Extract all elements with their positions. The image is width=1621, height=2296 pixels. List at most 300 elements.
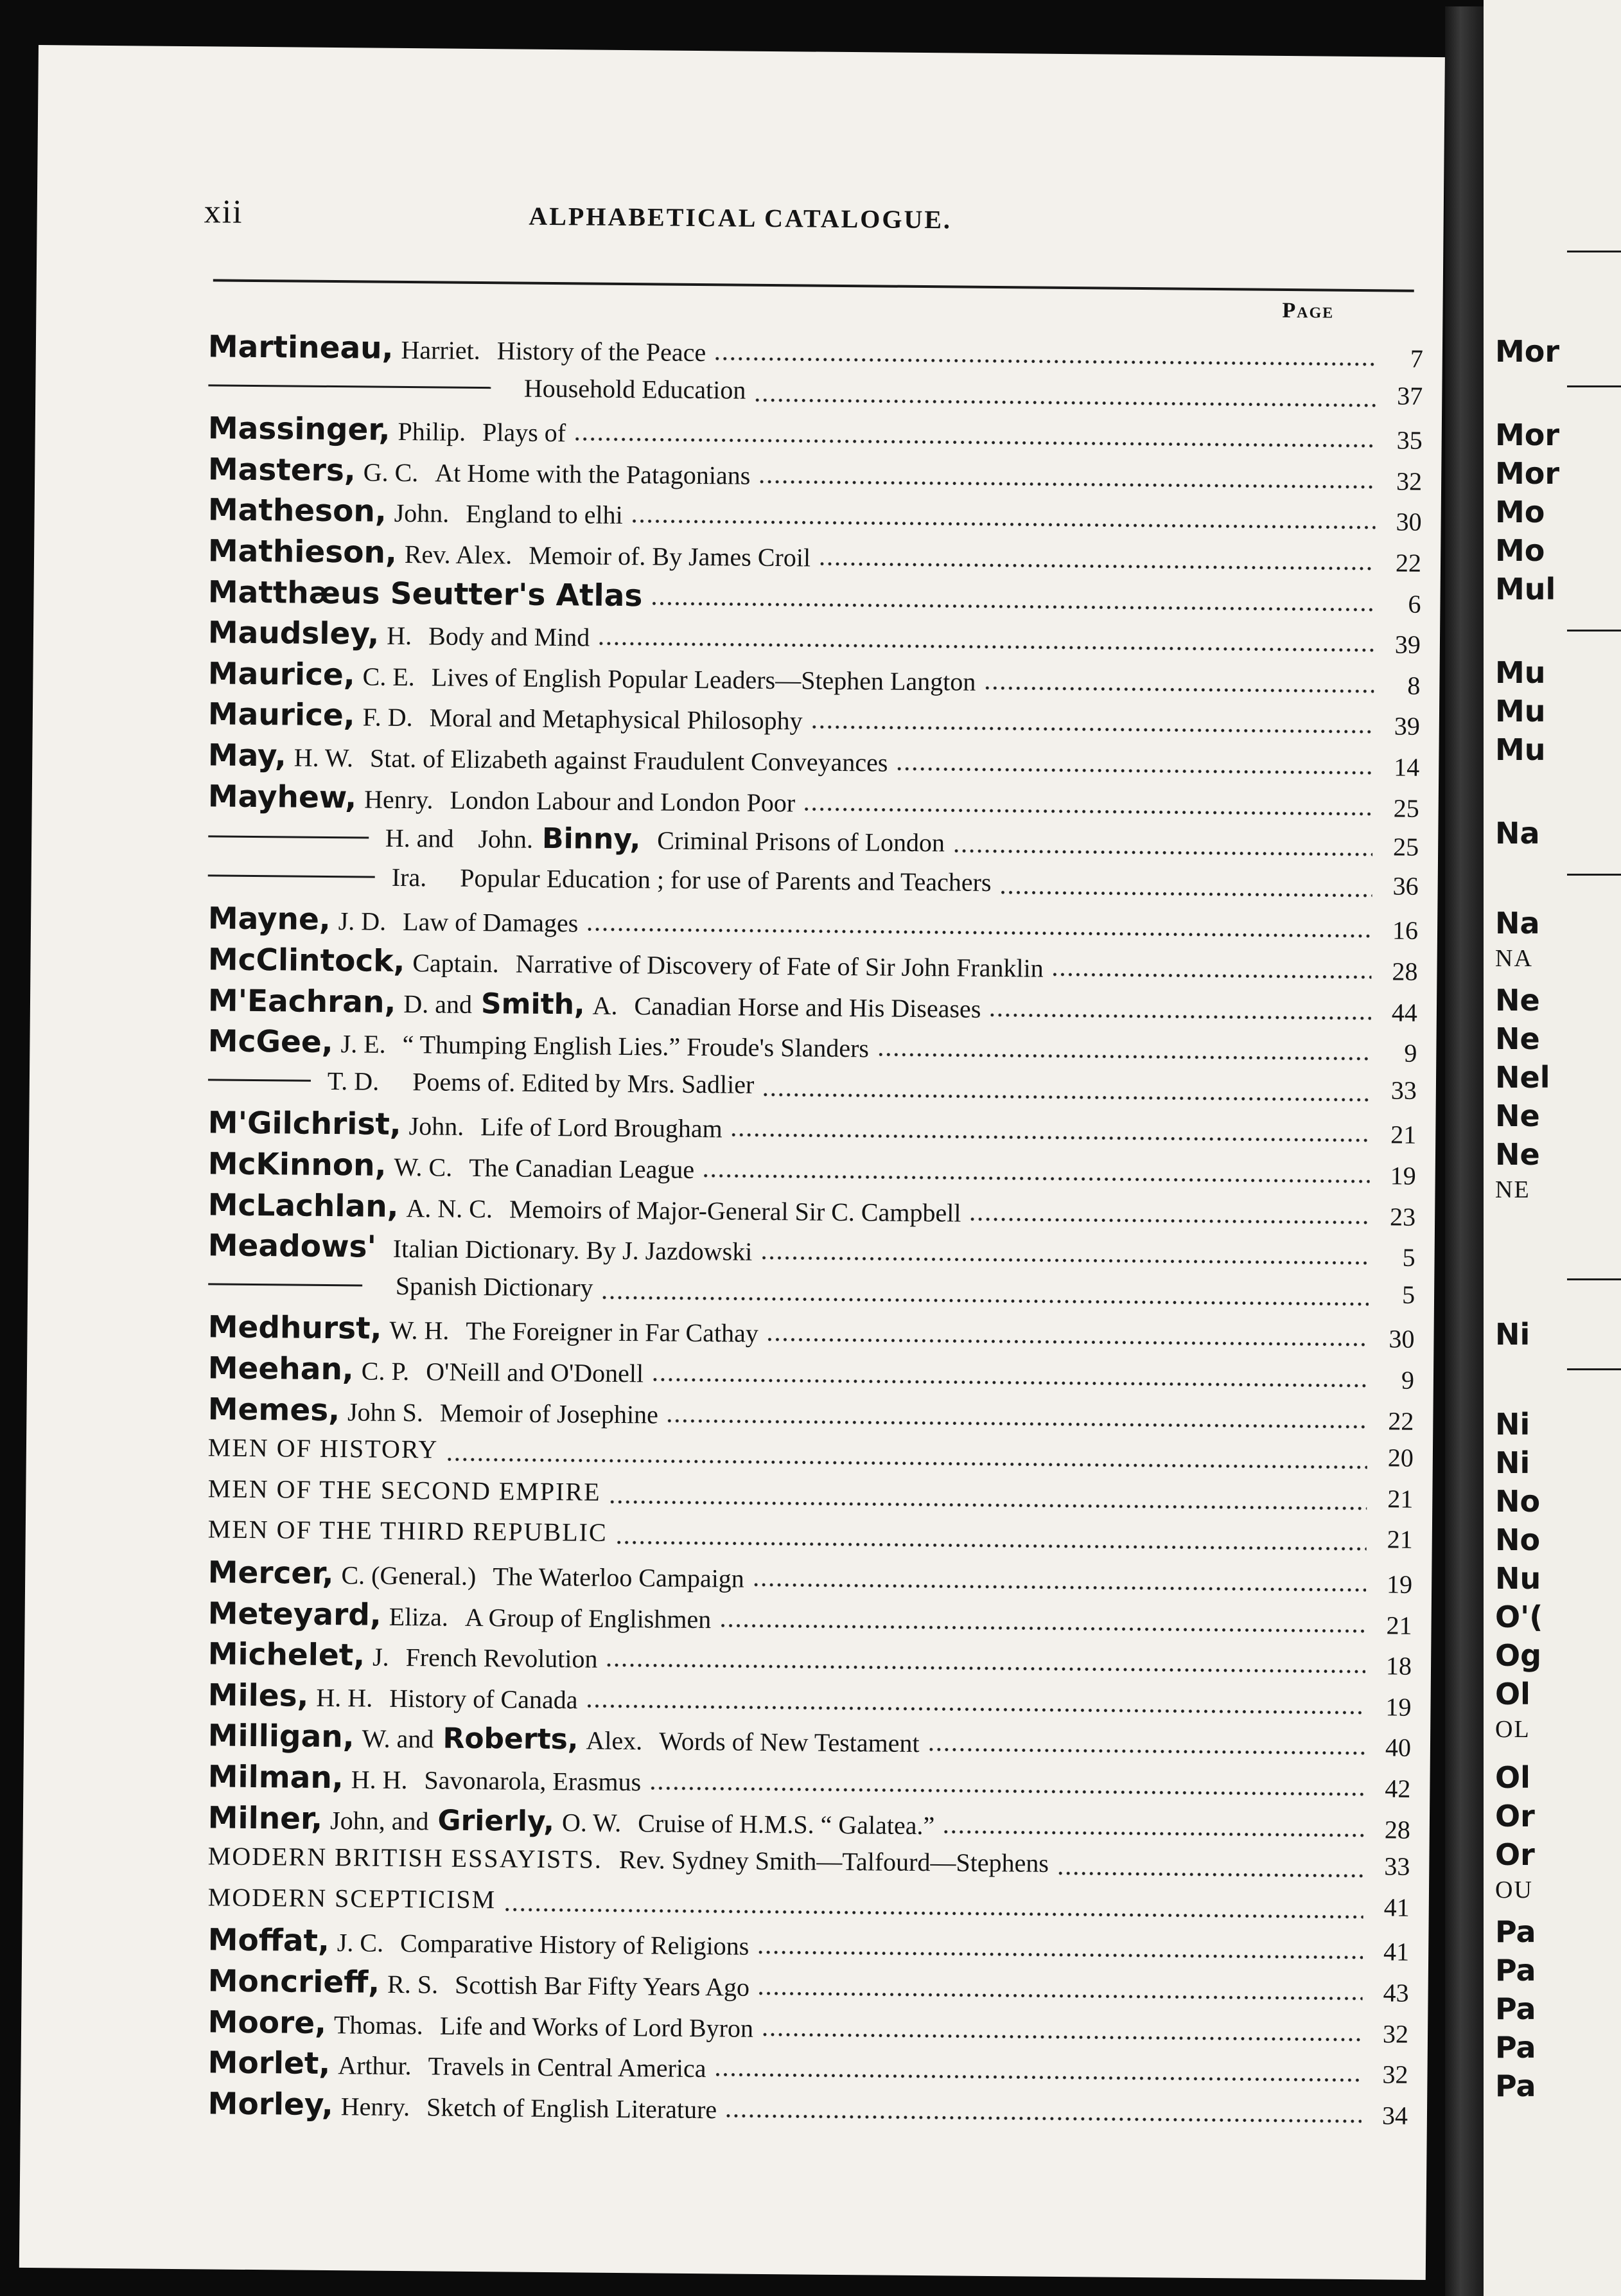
author-surname: May, xyxy=(207,737,286,774)
page-number: 21 xyxy=(1386,1611,1412,1640)
author-surname: Moncrieff, xyxy=(207,1963,380,2000)
dot-leader xyxy=(927,1748,1365,1756)
facing-page-fragment: Ol xyxy=(1495,1677,1530,1711)
author-initials: H. and xyxy=(385,823,454,853)
facing-page-rule xyxy=(1567,1278,1621,1280)
facing-page-fragment: Pa xyxy=(1495,1953,1536,1988)
page-number: 30 xyxy=(1389,1324,1415,1354)
page-number: 14 xyxy=(1394,752,1420,782)
catalogue-entry xyxy=(207,1391,1414,1440)
author-surname: Moore, xyxy=(207,2004,327,2041)
dot-leader xyxy=(968,1217,1369,1224)
author-forename: John S. xyxy=(347,1397,424,1427)
author-forename: Harriet. xyxy=(401,335,480,366)
catalogue-entry xyxy=(208,942,1418,991)
ditto-dash xyxy=(208,384,491,389)
facing-page-fragment: Pa xyxy=(1495,1914,1536,1949)
author-forename: Philip. xyxy=(398,417,466,447)
page-number: 40 xyxy=(1385,1733,1412,1763)
page-number: 9 xyxy=(1401,1365,1415,1395)
catalogue-page xyxy=(19,45,1445,2280)
book-title: Scottish Bar Fifty Years Ago xyxy=(454,1970,750,2002)
dot-leader xyxy=(666,1418,1368,1429)
author-forename: H. H. xyxy=(351,1765,408,1795)
book-title: Comparative History of Religions xyxy=(399,1929,749,1961)
ditto-dash xyxy=(208,1079,311,1081)
catalogue-entry xyxy=(208,452,1423,500)
page-number: 28 xyxy=(1384,1814,1411,1844)
page-number: 7 xyxy=(1410,344,1424,373)
facing-page-fragment: Mor xyxy=(1495,418,1560,452)
catalogue-entry xyxy=(207,1596,1412,1645)
book-title: Popular Education ; for use of Parents and Teachers xyxy=(460,863,992,897)
facing-page-rule xyxy=(1567,385,1621,387)
catalogue-entry xyxy=(208,820,1419,869)
page-number: 28 xyxy=(1392,957,1418,986)
author-forename: C. E. xyxy=(362,662,415,691)
page-number: 8 xyxy=(1407,671,1421,700)
author-surname: Maurice, xyxy=(207,696,355,734)
catalogue-entry xyxy=(207,1433,1414,1481)
facing-page xyxy=(1484,0,1621,2296)
catalogue-entry xyxy=(208,1228,1415,1277)
author-surname: Maudsley, xyxy=(207,615,380,652)
author-forename: A. N. C. xyxy=(406,1193,493,1223)
page-number: 32 xyxy=(1382,2018,1409,2049)
book-title: Criminal Prisons of London xyxy=(657,826,945,858)
book-title: Life of Lord Brougham xyxy=(480,1112,723,1144)
author-forename: R. S. xyxy=(387,1969,439,1999)
page-number: 42 xyxy=(1385,1774,1411,1803)
facing-page-fragment: Ne xyxy=(1495,1137,1540,1172)
author-surname: Masters, xyxy=(207,452,356,489)
page-number: 16 xyxy=(1392,915,1419,946)
page-number: 33 xyxy=(1384,1851,1410,1881)
dot-leader xyxy=(574,437,1376,448)
page-number: 5 xyxy=(1401,1280,1415,1309)
author-surname: Memes, xyxy=(207,1391,340,1428)
catalogue-entry xyxy=(207,2086,1408,2135)
book-title: Words of New Testament xyxy=(659,1726,920,1758)
book-title: Life and Works of Lord Byron xyxy=(439,2011,754,2043)
facing-page-fragment: Mu xyxy=(1495,655,1546,690)
author-forename: John, and xyxy=(329,1805,429,1835)
dot-leader xyxy=(1051,973,1372,979)
dot-leader xyxy=(615,1541,1367,1551)
dot-leader xyxy=(714,357,1377,366)
author-forename: Henry. xyxy=(340,2092,410,2121)
book-title: London Labour and London Poor xyxy=(450,785,796,817)
dot-leader xyxy=(600,1296,1369,1306)
catalogue-entry xyxy=(208,533,1422,582)
catalogue-entry xyxy=(208,1350,1415,1399)
dot-leader xyxy=(988,1013,1371,1020)
facing-page-fragment: Ne xyxy=(1495,1021,1540,1056)
coauthor-surname: Grierly, xyxy=(437,1804,555,1838)
book-title: Moral and Metaphysical Philosophy xyxy=(429,703,803,736)
page-number: 23 xyxy=(1389,1202,1416,1232)
series-title: MEN OF HISTORY xyxy=(207,1433,439,1464)
dot-leader xyxy=(752,1583,1366,1592)
page-number: 32 xyxy=(1382,2060,1408,2089)
book-gutter xyxy=(1445,6,1484,2296)
page-number: 39 xyxy=(1394,630,1421,660)
dot-leader xyxy=(724,2114,1362,2123)
page-number: 41 xyxy=(1383,1893,1410,1922)
page-number: 21 xyxy=(1387,1524,1413,1555)
coauthor-surname: Smith, xyxy=(480,987,585,1021)
catalogue-entry xyxy=(207,1514,1412,1563)
facing-page-rule xyxy=(1567,1368,1621,1370)
catalogue-entry xyxy=(208,411,1423,460)
catalogue-entry xyxy=(208,370,1423,419)
catalogue-entry xyxy=(207,2045,1408,2094)
book-title: Canadian Horse and His Diseases xyxy=(634,991,981,1023)
author-forename: J. C. xyxy=(337,1928,384,1958)
coauthor-forename: O. W. xyxy=(561,1807,622,1837)
book-title: Law of Damages xyxy=(402,907,579,938)
author-forename: H. xyxy=(387,621,412,651)
facing-page-fragment: Mor xyxy=(1495,456,1560,491)
facing-page-rule xyxy=(1567,874,1621,876)
book-title: Body and Mind xyxy=(428,621,590,652)
author-forename: H. W. xyxy=(294,743,354,773)
book-title: History of Canada xyxy=(389,1683,578,1715)
facing-page-fragment: NA xyxy=(1495,945,1533,972)
author-surname: Mercer, xyxy=(207,1555,334,1592)
dot-leader xyxy=(999,890,1372,897)
page-number: 5 xyxy=(1402,1242,1415,1272)
catalogue-entry xyxy=(208,1024,1417,1073)
book-title: Sketch of English Literature xyxy=(426,2092,717,2124)
author-forename: J. xyxy=(372,1642,389,1672)
catalogue-entry xyxy=(208,779,1419,827)
book-title: Travels in Central America xyxy=(428,2051,706,2083)
author-initials: T. D. xyxy=(327,1066,380,1096)
book-title: Plays of xyxy=(482,418,566,448)
author-forename: J. D. xyxy=(338,906,387,937)
page-number: 21 xyxy=(1390,1120,1417,1150)
author-surname: Matthæus Seutter's Atlas xyxy=(207,574,643,614)
author-surname: Meadows' xyxy=(207,1228,377,1265)
page-number: 25 xyxy=(1392,832,1419,861)
ditto-dash xyxy=(208,874,375,878)
facing-page-fragment: Mu xyxy=(1495,732,1546,767)
dot-leader xyxy=(585,1704,1365,1715)
author-forename: W. C. xyxy=(394,1152,453,1182)
author-surname: Michelet, xyxy=(207,1636,365,1673)
dot-leader xyxy=(597,642,1374,653)
series-title: MODERN SCEPTICISM xyxy=(207,1882,496,1914)
catalogue-entry xyxy=(207,2004,1408,2053)
catalogue-entry xyxy=(208,1146,1416,1195)
book-title: The Canadian League xyxy=(469,1152,695,1184)
author-forename: Arthur. xyxy=(338,2051,412,2081)
catalogue-entry xyxy=(208,615,1421,664)
page-number: 22 xyxy=(1395,548,1422,578)
coauthor-forename: Alex. xyxy=(586,1726,643,1756)
catalogue-entry xyxy=(207,1923,1409,1972)
page-number: 35 xyxy=(1396,425,1423,455)
author-surname: M'Gilchrist, xyxy=(207,1105,401,1143)
dot-leader xyxy=(651,1377,1368,1388)
page-number: 30 xyxy=(1396,507,1422,537)
book-title: Rev. Sydney Smith—Talfourd—Stephens xyxy=(618,1845,1049,1878)
page-number: 18 xyxy=(1385,1651,1412,1681)
author-surname: Mathieson, xyxy=(207,533,398,570)
dot-leader xyxy=(766,1338,1369,1347)
catalogue-entry xyxy=(207,1677,1411,1726)
facing-page-fragment: Pa xyxy=(1495,2069,1536,2103)
page-number: 20 xyxy=(1387,1443,1414,1472)
facing-page-fragment: OU xyxy=(1495,1877,1533,1903)
author-forename: John. xyxy=(394,499,450,528)
dot-leader xyxy=(608,1500,1367,1510)
author-forename: F. D. xyxy=(362,702,413,732)
book-title: A Group of Englishmen xyxy=(464,1602,712,1634)
dot-leader xyxy=(760,1256,1369,1265)
catalogue-entry xyxy=(207,1637,1412,1686)
facing-page-fragment: Nel xyxy=(1495,1060,1550,1095)
author-forename: C. P. xyxy=(361,1356,410,1386)
author-surname: McLachlan, xyxy=(207,1187,399,1224)
catalogue-entry xyxy=(208,860,1419,909)
facing-page-fragment: Pa xyxy=(1495,2030,1536,2065)
author-surname: Martineau, xyxy=(207,329,394,366)
dot-leader xyxy=(818,562,1375,571)
dot-leader xyxy=(758,480,1376,489)
header-rule xyxy=(213,279,1414,292)
author-surname: Mayhew, xyxy=(207,778,357,815)
page-folio: xii xyxy=(204,193,243,231)
coauthor-forename: A. xyxy=(592,991,618,1020)
author-forename: H. H. xyxy=(316,1682,373,1713)
author-surname: Mayne, xyxy=(207,901,331,938)
dot-leader xyxy=(895,767,1373,775)
series-title: MODERN BRITISH ESSAYISTS. xyxy=(207,1841,603,1874)
dot-leader xyxy=(810,725,1374,734)
catalogue-entry xyxy=(208,656,1421,705)
dot-leader xyxy=(983,686,1374,693)
page-number: 39 xyxy=(1394,711,1421,741)
catalogue-entry xyxy=(208,493,1422,542)
facing-page-fragment: Ne xyxy=(1495,983,1540,1018)
book-title: Memoirs of Major-General Sir C. Campbell xyxy=(509,1194,961,1228)
author-forename: Thomas. xyxy=(333,2009,424,2040)
facing-page-fragment: Or xyxy=(1495,1799,1535,1833)
author-surname: Meteyard, xyxy=(207,1595,382,1633)
catalogue-entry xyxy=(208,697,1420,746)
facing-page-fragment: Og xyxy=(1495,1638,1542,1673)
catalogue-entry xyxy=(208,1269,1415,1318)
facing-page-rule xyxy=(1567,251,1621,252)
book-title: “ Thumping English Lies.” Froude's Slanders xyxy=(402,1030,870,1063)
dot-leader xyxy=(753,398,1376,407)
page-column-label: Page xyxy=(1282,298,1335,323)
facing-page-fragment: NE xyxy=(1495,1176,1530,1203)
book-title: History of the Peace xyxy=(496,336,706,367)
facing-page-fragment: Or xyxy=(1495,1837,1535,1872)
author-surname: McClintock, xyxy=(207,942,405,980)
book-title: O'Neill and O'Donell xyxy=(426,1357,644,1388)
dot-leader xyxy=(650,601,1374,612)
facing-page-fragment: Na xyxy=(1495,816,1540,851)
author-forename: Eliza. xyxy=(389,1602,449,1632)
page-number: 9 xyxy=(1404,1038,1417,1068)
page-number: 37 xyxy=(1397,381,1423,411)
facing-page-fragment: Mo xyxy=(1495,495,1545,529)
ditto-dash xyxy=(208,1283,362,1286)
dot-leader xyxy=(714,2072,1362,2082)
author-surname: McKinnon, xyxy=(207,1146,387,1183)
catalogue-entry xyxy=(207,1841,1410,1890)
dot-leader xyxy=(757,1991,1363,2000)
book-title: At Home with the Patagonians xyxy=(435,458,751,490)
page-number: 36 xyxy=(1392,871,1419,901)
page-number: 33 xyxy=(1390,1075,1417,1105)
author-forename: Rev. Alex. xyxy=(404,540,513,570)
author-surname: Medhurst, xyxy=(207,1309,382,1347)
dot-leader xyxy=(952,849,1372,857)
author-surname: McGee, xyxy=(207,1023,333,1061)
dot-leader xyxy=(757,1950,1363,1959)
page-number: 21 xyxy=(1387,1484,1414,1514)
author-surname: Morlet, xyxy=(207,2045,331,2082)
catalogue-entry xyxy=(207,1963,1408,2012)
page-number: 19 xyxy=(1390,1161,1416,1190)
author-initials: Ira. xyxy=(391,862,427,892)
author-surname: Milner, xyxy=(207,1800,323,1837)
page-number: 32 xyxy=(1396,466,1423,496)
author-surname: Morley, xyxy=(207,2086,333,2123)
facing-page-fragment: Ol xyxy=(1495,1760,1530,1795)
author-surname: M'Eachran, xyxy=(207,982,396,1020)
dot-leader xyxy=(446,1458,1367,1470)
catalogue-entry xyxy=(208,1064,1417,1113)
page-number: 34 xyxy=(1381,2101,1408,2130)
book-title: Memoir of. By James Croil xyxy=(529,540,811,572)
catalogue-entry xyxy=(207,1473,1413,1522)
catalogue-entry xyxy=(208,574,1421,623)
author-surname: Milligan, xyxy=(207,1718,355,1755)
series-title: MEN OF THE SECOND EMPIRE xyxy=(207,1474,601,1506)
facing-page-fragment: No xyxy=(1495,1484,1541,1519)
facing-page-fragment: Ni xyxy=(1495,1445,1530,1480)
series-title: MEN OF THE THIRD REPUBLIC xyxy=(207,1514,608,1548)
book-title: Memoir of Josephine xyxy=(439,1398,659,1429)
catalogue-entry xyxy=(208,1187,1416,1236)
dot-leader xyxy=(719,1623,1365,1633)
dot-leader xyxy=(605,1663,1365,1673)
catalogue-entry xyxy=(207,1882,1410,1930)
book-title: Lives of English Popular Leaders—Stephen Langton xyxy=(431,662,976,696)
facing-page-fragment: Ne xyxy=(1495,1099,1540,1133)
dot-leader xyxy=(877,1053,1371,1061)
book-title: French Revolution xyxy=(405,1643,598,1673)
dot-leader xyxy=(803,807,1373,816)
catalogue-entry xyxy=(207,1555,1412,1603)
author-surname: Massinger, xyxy=(207,411,390,448)
book-title: The Waterloo Campaign xyxy=(493,1562,745,1593)
book-title: England to elhi xyxy=(466,499,623,530)
facing-page-fragment: O'( xyxy=(1495,1600,1543,1634)
book-title: Spanish Dictionary xyxy=(395,1271,593,1302)
dot-leader xyxy=(586,928,1372,939)
dot-leader xyxy=(631,519,1376,529)
facing-page-fragment: Nu xyxy=(1495,1561,1541,1596)
author-forename: Captain. xyxy=(412,948,499,978)
dot-leader xyxy=(504,1907,1363,1919)
ditto-dash xyxy=(208,836,369,839)
catalogue-entry xyxy=(207,1759,1410,1808)
page-number: 41 xyxy=(1383,1937,1410,1967)
book-title: Italian Dictionary. By J. Jazdowski xyxy=(392,1234,753,1266)
author-forename: D. and xyxy=(403,989,473,1019)
dot-leader xyxy=(649,1786,1364,1796)
coauthor-surname: Binny, xyxy=(541,822,641,856)
page-number: 6 xyxy=(1408,589,1421,619)
author-forename: Henry. xyxy=(364,784,434,814)
facing-page-fragment: No xyxy=(1495,1523,1541,1557)
book-title: Household Education xyxy=(523,373,746,405)
author-surname: Miles, xyxy=(207,1677,309,1714)
facing-page-fragment: Mul xyxy=(1495,572,1556,606)
page-number: 22 xyxy=(1388,1406,1414,1436)
page-number: 44 xyxy=(1391,998,1418,1027)
facing-page-fragment: Pa xyxy=(1495,1991,1536,2026)
catalogue-entry xyxy=(208,329,1423,378)
catalogue-entry xyxy=(208,983,1418,1032)
facing-page-fragment: Na xyxy=(1495,906,1540,940)
dot-leader xyxy=(762,1093,1371,1102)
page-number: 43 xyxy=(1383,1978,1409,2008)
catalogue-entry xyxy=(208,1106,1417,1154)
facing-page-fragment: Ni xyxy=(1495,1317,1530,1352)
facing-page-fragment: Mor xyxy=(1495,334,1560,369)
author-surname: Meehan, xyxy=(207,1350,355,1388)
book-title: Savonarola, Erasmus xyxy=(424,1765,642,1797)
author-surname: Milman, xyxy=(207,1759,344,1796)
author-forename: John. xyxy=(408,1111,464,1142)
facing-page-fragment: Mu xyxy=(1495,694,1546,729)
author-surname: Matheson, xyxy=(207,492,387,530)
page-number: 25 xyxy=(1393,793,1419,823)
page-number: 19 xyxy=(1385,1692,1412,1722)
dot-leader xyxy=(942,1830,1364,1837)
author-forename: G. C. xyxy=(363,457,419,487)
author-forename: C. (General.) xyxy=(341,1560,477,1591)
dot-leader xyxy=(1056,1871,1363,1878)
coauthor-surname: Roberts, xyxy=(442,1722,579,1756)
catalogue-entry xyxy=(207,1310,1414,1359)
book-title: Poems of. Edited by Mrs. Sadlier xyxy=(412,1066,755,1099)
facing-page-fragment: Ni xyxy=(1495,1407,1530,1442)
facing-page-rule xyxy=(1567,630,1621,631)
book-title: The Foreigner in Far Cathay xyxy=(466,1316,759,1348)
book-title: Stat. of Elizabeth against Fraudulent Conveyances xyxy=(369,743,888,777)
dot-leader xyxy=(730,1133,1371,1143)
book-title: Narrative of Discovery of Fate of Sir John Franklin xyxy=(515,949,1044,983)
author-surname: Moffat, xyxy=(207,1922,330,1959)
book-title: Cruise of H.M.S. “ Galatea.” xyxy=(638,1808,935,1840)
facing-page-fragment: OL xyxy=(1495,1716,1530,1743)
catalogue-entry xyxy=(207,1800,1410,1849)
author-forename: W. and xyxy=(362,1724,434,1754)
running-head: ALPHABETICAL CATALOGUE. xyxy=(529,201,952,234)
dot-leader xyxy=(761,2033,1362,2042)
catalogue-entries xyxy=(36,328,1442,2130)
dot-leader xyxy=(702,1174,1370,1183)
